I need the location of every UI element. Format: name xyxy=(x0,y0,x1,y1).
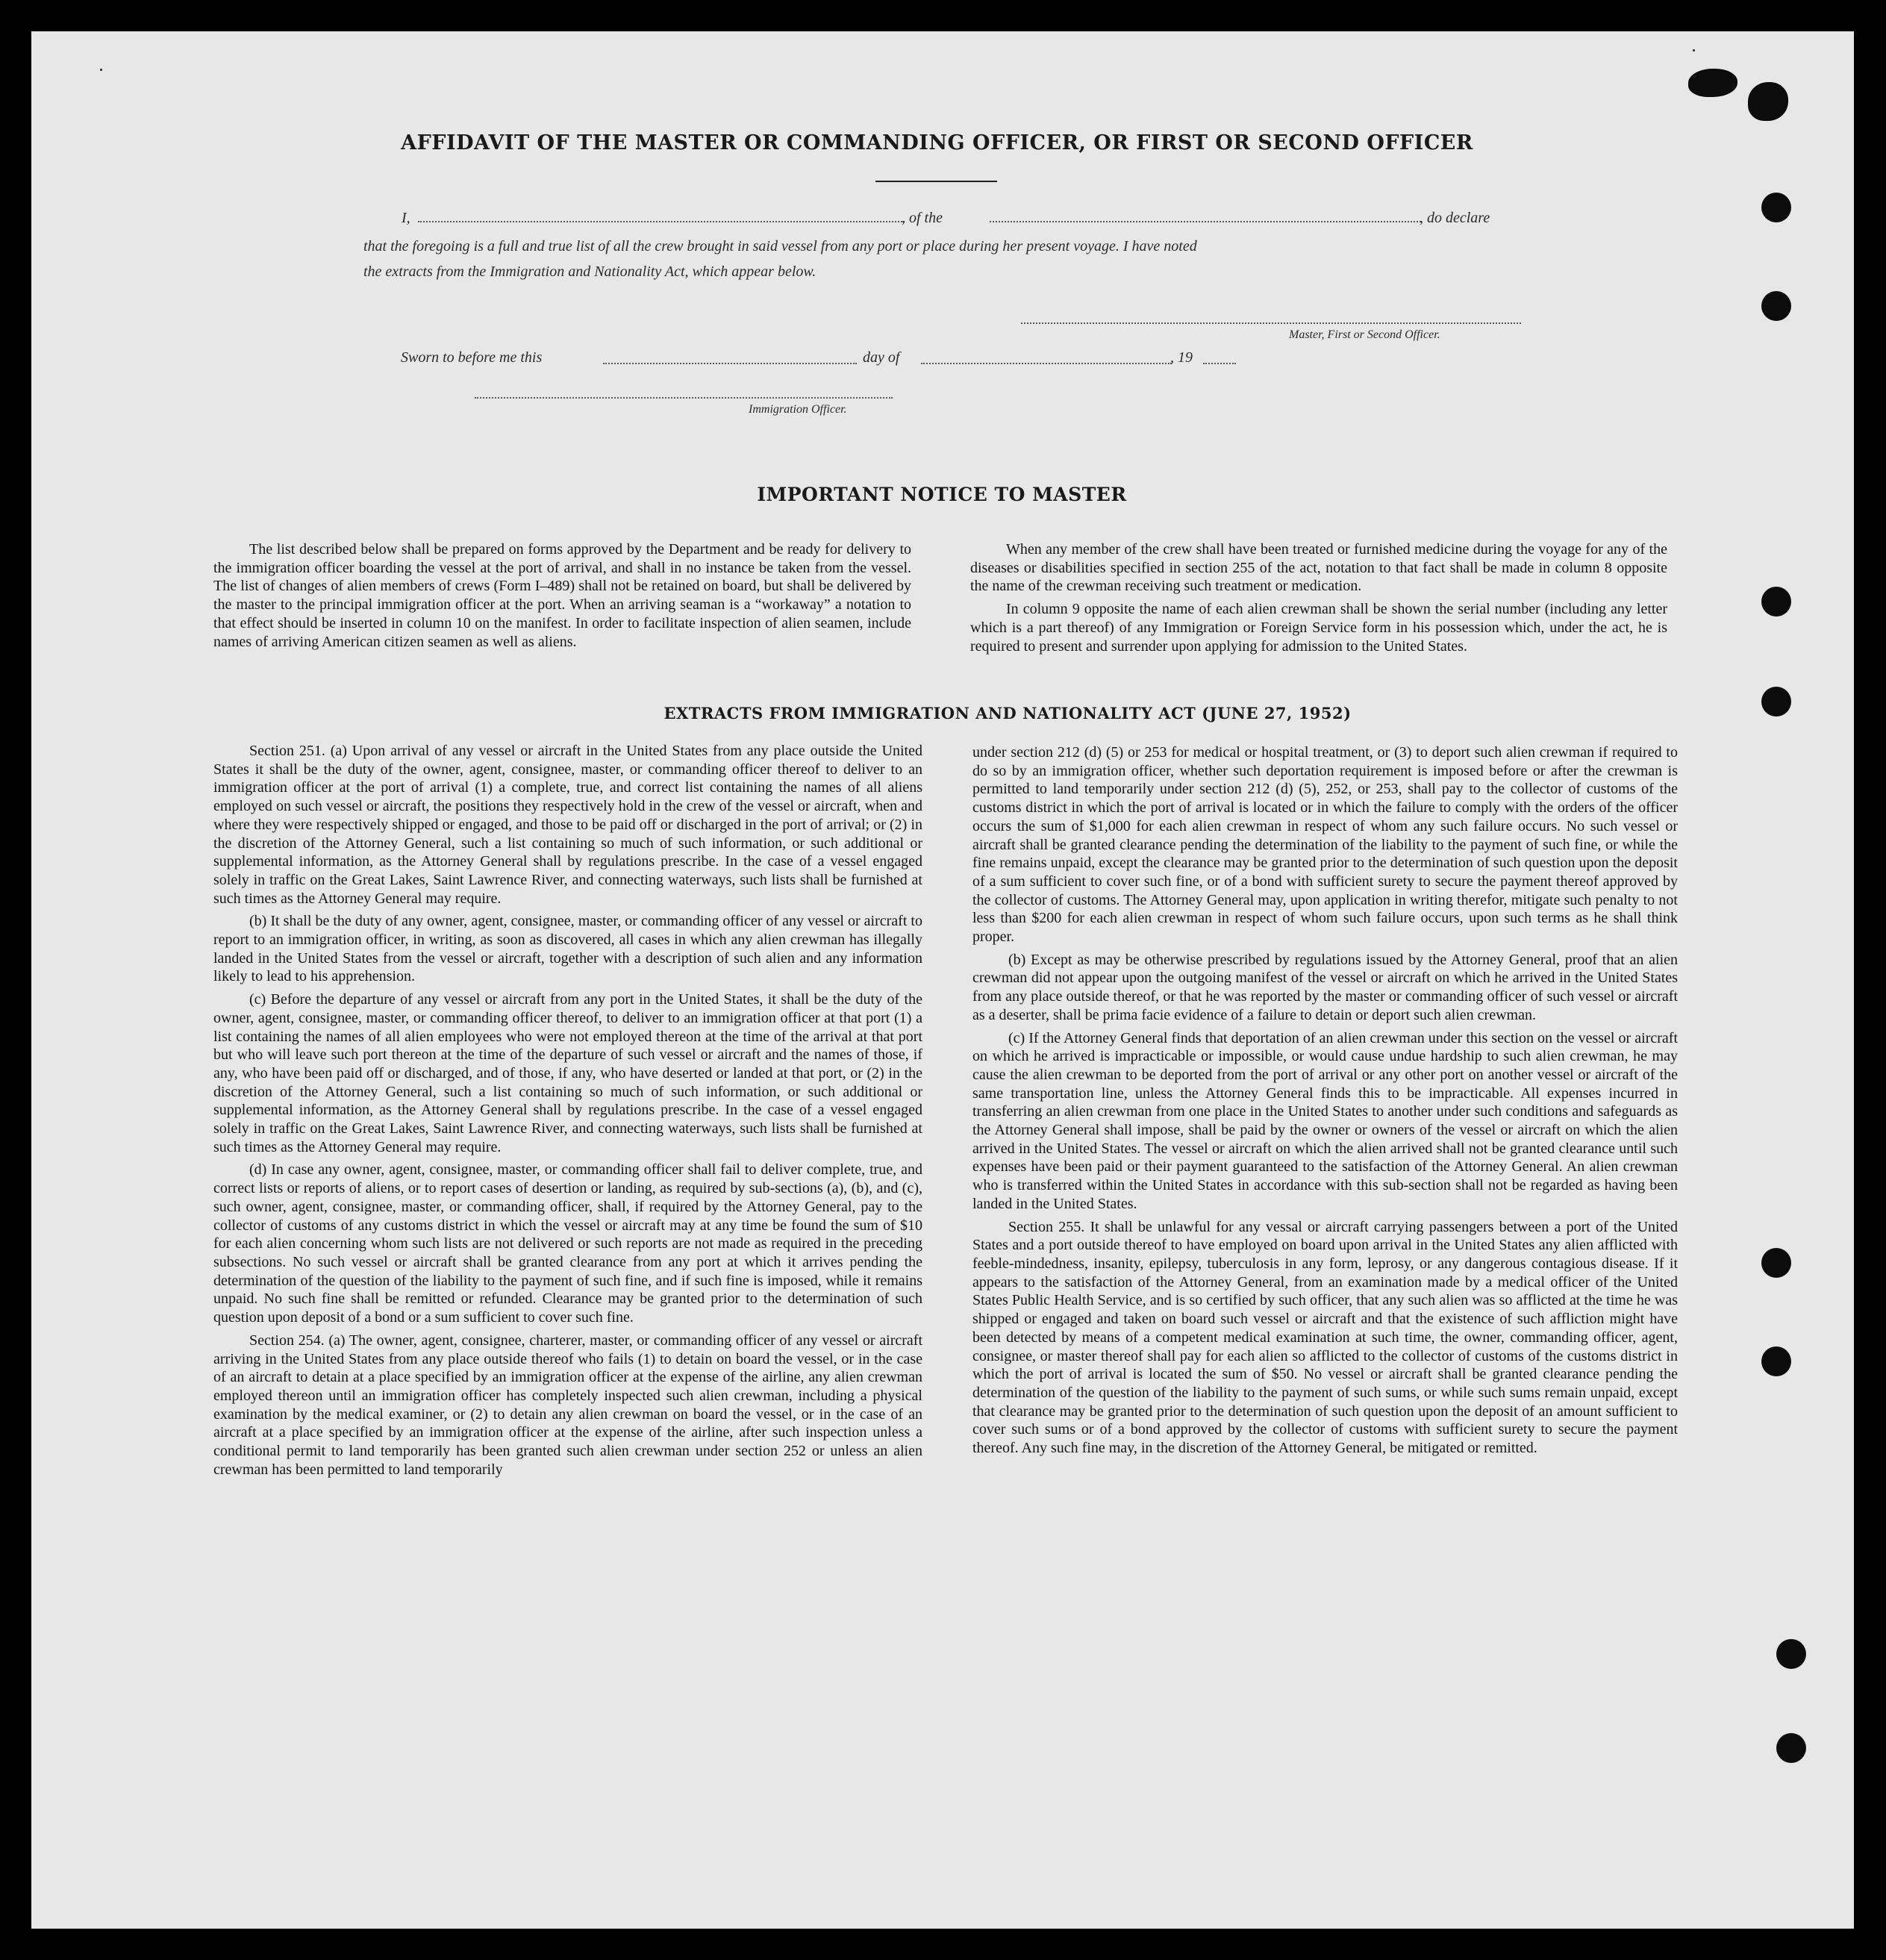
extracts-left-column xyxy=(213,742,922,1483)
declaration-declare: , do declare xyxy=(1420,210,1490,226)
ink-blot xyxy=(1748,82,1788,121)
name-blank[interactable] xyxy=(418,221,905,222)
speck xyxy=(1693,49,1695,52)
section-251-b: (b) It shall be the duty of any owner, agent, consignee, master, or commanding officer of any vessel or aircraft to report to an immigration officer, in writing, as soon as discovered, all cases in which any alien crewman has illegally landed in the United States from the vessel or aircraft, together with a description of such alien and any information likely to lead to his apprehension. xyxy=(213,913,922,985)
master-signature-label: Master, First or Second Officer. xyxy=(1289,328,1440,341)
binder-hole xyxy=(1761,587,1791,617)
binder-hole xyxy=(1761,1346,1791,1376)
section-254-c: (c) If the Attorney General finds that deportation of an alien crewman under this section on the vessel or aircraft on which he arrived is impracticable or impossible, or would cause undue hardship to such alien crewman, he may cause the alien crewman to be deported from the port of arrival or any other port on another vessel or aircraft of the same transportation line, unless the Attorney General finds this to be impracticable. All expenses incurred in transferring an alien crewman from one place in the United States to another under such conditions and safeguards as the Attorney General shall impose, shall be paid by the owner or owners of the vessel or aircraft on which the alien arrived in the United States. The vessel or aircraft on which the alien arrived shall not be granted clearance until such expenses have been paid or their payment guaranteed to the satisfaction of the Attorney General. An alien crewman who is transferred within the United States in accordance with this sub-section shall not be regarded as having been landed in the United States. xyxy=(972,1029,1678,1212)
section-251-d: (d) In case any owner, agent, consignee, master, or commanding officer shall fail to deliver complete, true, and correct lists or reports of aliens, or to report cases of desertion or landing, as required by sub-sections (a), (b), and (c), such owner, agent, consignee, master, or commanding officer, shall, if required by the Attorney General, pay to the collector of customs of any customs district in which the vessel or aircraft may at any time be found the sum of $10 for each alien concerning whom such lists are not delivered or such reports are not made as required in the preceding subsections. No such vessel or aircraft shall be granted clearance from any port at which it arrives pending the determination of the question of the liability to the payment of such fine, and if such fine is imposed, while it remains unpaid. No such fine shall be remitted or refunded. Clearance may be granted prior to the determination of such question upon deposit of a bond or a sum sufficient to cover such fine. xyxy=(213,1161,922,1326)
binder-hole xyxy=(1776,1733,1806,1763)
day-of-label: day of xyxy=(863,349,900,366)
notice-title: IMPORTANT NOTICE TO MASTER xyxy=(757,484,1127,505)
notice-left-column xyxy=(213,540,911,655)
extracts-right-column xyxy=(972,743,1678,1462)
notice-right-paragraph-1: When any member of the crew shall have been treated or furnished medicine during the voyage for any of the diseases or disabilities specified in section 255 of the act, notation to that fact shall be made in column 8 opposite the name of the crewman receiving such treatment or medication. xyxy=(970,541,1667,595)
binder-hole xyxy=(1761,193,1791,222)
notice-right-column xyxy=(970,540,1667,660)
section-254-b: (b) Except as may be otherwise prescribed by regulations issued by the Attorney General, proof that an alien crewman did not appear upon the outgoing manifest of the vessel or aircraft on which he arrived in the United States from any place outside thereof, or that he was reported by the master or commanding officer of such vessel or aircraft as a deserter, shall be prima facie evidence of a failure to detain or deport such alien crewman. xyxy=(972,951,1678,1023)
sworn-day-blank[interactable] xyxy=(603,363,857,364)
binder-hole xyxy=(1761,1248,1791,1278)
speck xyxy=(100,69,102,71)
affidavit-title: AFFIDAVIT OF THE MASTER OR COMMANDING OFFICER, OR FIRST OR SECOND OFFICER xyxy=(401,131,1473,155)
officer-signature-label: Immigration Officer. xyxy=(749,403,847,416)
section-251-c: (c) Before the departure of any vessel or aircraft from any port in the United States, it shall be the duty of the owner, agent, consignee, master, or commanding officer thereof, to deliver to an immigration officer at that port (1) a list containing the names of all alien employees who were not employed thereon at the time of the arrival at that port but who will leave such port thereon at the time of the departure of such vessel or aircraft and the names of those, if any, who have been paid off or discharged, and of those, if any, who have deserted or landed at that port, or (2) in the discretion of the Attorney General, such a list containing so much of such information, or such additional or supplemental information, as the Attorney General shall by regulations prescribe. In the case of a vessel engaged solely in traffic on the Great Lakes, Saint Lawrence River, and connecting waterways, such lists shall be furnished at such times as the Attorney General may require. xyxy=(213,991,922,1155)
section-251-a: Section 251. (a) Upon arrival of any vessel or aircraft in the United States from any place outside the United States it shall be the duty of the owner, agent, consignee, master, or commanding officer thereof to deliver to an immigration officer at the port of arrival (1) a complete, true, and correct list containing the names of all aliens employed on such vessel or aircraft, the positions they respectively hold in the crew of the vessel or aircraft, when and where they were respectively shipped or engaged, and those to be paid off or discharged in the port of arrival; or (2) in the discretion of the Attorney General, such a list containing so much of such information, or such additional or supplemental information, as the Attorney General shall by regulations prescribe. In the case of a vessel engaged solely in traffic on the Great Lakes, Saint Lawrence River, and connecting waterways, such lists shall be furnished at such times as the Attorney General may require. xyxy=(213,743,922,907)
sworn-year-blank[interactable] xyxy=(1203,363,1236,364)
section-254-a: Section 254. (a) The owner, agent, consignee, charterer, master, or commanding officer of any vessel or aircraft arriving in the United States from any place outside thereof who fails (1) to detain on board the vessel, or in the case of an aircraft to detain at a place specified by an immigration officer at the expense of the airline, any alien crewman employed thereon until an immigration officer has completely inspected such alien crewman, including a physical examination by the medical examiner, or (2) to detain any alien crewman on board the vessel, or in the case of an aircraft at a place specified by an immigration officer at the expense of the airline, after such inspection unless a conditional permit to land temporarily has been granted such alien crewman under section 252 or unless an alien crewman has been permitted to land temporarily xyxy=(213,1332,922,1478)
binder-hole xyxy=(1761,291,1791,321)
declaration-i: I, xyxy=(402,210,410,226)
year-label: , 19 xyxy=(1170,349,1193,366)
ink-blot xyxy=(1688,69,1737,97)
binder-hole xyxy=(1776,1639,1806,1669)
officer-signature-line[interactable] xyxy=(475,397,893,399)
declaration-of-the: , of the xyxy=(902,210,943,226)
vessel-blank[interactable] xyxy=(990,221,1421,222)
sworn-label: Sworn to before me this xyxy=(401,349,543,366)
master-signature-line[interactable] xyxy=(1021,322,1521,324)
declaration-line-2: that the foregoing is a full and true list of all the crew brought in said vessel from any port or place during her present voyage. I have noted xyxy=(363,238,1197,255)
title-underline xyxy=(875,181,997,182)
declaration-line-3: the extracts from the Immigration and Nationality Act, which appear below. xyxy=(363,263,816,280)
binder-hole xyxy=(1761,687,1791,717)
notice-right-paragraph-2: In column 9 opposite the name of each alien crewman shall be shown the serial number (including any letter which is a part thereof) of any Immigration or Foreign Service form in his possession which, under the act, he is required to present and surrender upon applying for admission to the United States. xyxy=(970,601,1667,655)
notice-left-paragraph: The list described below shall be prepared on forms approved by the Department and be ready for delivery to the immigration officer boarding the vessel at the port of arrival, and shall in no instance be taken from the vessel. The list of changes of alien members of crews (Form I–489) shall not be retained on board, but shall be delivered by the master to the principal immigration officer at the port. When an arriving seaman is a “workaway” a notation to that effect should be inserted in column 10 on the manifest. In order to facilitate inspection of alien seamen, include names of arriving American citizen seamen as well as aliens. xyxy=(213,541,911,650)
extracts-title: EXTRACTS FROM IMMIGRATION AND NATIONALITY ACT (JUNE 27, 1952) xyxy=(663,704,1352,722)
section-255: Section 255. It shall be unlawful for any vessal or aircraft carrying passengers between a port of the United States and a port outside thereof to have employed on board upon arrival in the United States any alien afflicted with feeble-mindedness, insanity, epilepsy, tuberculosis in any form, leprosy, or any dangerous contagious disease. If it appears to the satisfaction of the Attorney General, from an examination made by a medical officer of the United States Public Health Service, and is so certified by such officer, that any such alien was so afflicted at the time he was shipped or engaged and taken on board such vessel or aircraft and that the existence of such affliction might have been detected by means of a competent medical examination at such time, the owner, commanding officer, agent, consignee, or master thereof shall pay for each alien so afflicted to the collector of customs of the customs district in which the port of arrival is located the sum of $50. No vessel or aircraft shall be granted clearance pending the determination of the question of the liability to the payment of such sums, or while such sums remain unpaid, except that clearance may be granted prior to the determination of such question upon the deposit of an amount sufficient to cover such sums or of a bond approved by the collector of customs with sufficient surety to secure the payment thereof. Any such fine may, in the discretion of the Attorney General, be mitigated or remitted. xyxy=(972,1218,1678,1457)
sworn-month-blank[interactable] xyxy=(921,363,1172,364)
section-254-a-continued: under section 212 (d) (5) or 253 for medical or hospital treatment, or (3) to deport such alien crewman if required to do so by an immigration officer, whether such deportation requirement is imposed before or after the crewman is permitted to land temporarily under section 212 (d) (5), 252, or 253, shall pay to the collector of customs of the customs district in which the port of arrival is located or in which the failure to comply with the orders of the officer occurs the sum of $1,000 for each alien crewman in respect of whom any such failure occurs. No such vessel or aircraft shall be granted clearance pending the determination of the liability to the payment of such fine, or while the fine remains unpaid, except the clearance may be granted prior to the determination of such question upon the deposit of a sum sufficient to cover such fine, or of a bond with sufficient surety to secure the payment thereof approved by the collector of customs. The Attorney General may, upon application in writing therefor, mitigate such penalty to not less than $200 for each alien crewman in respect of whom such failure occurs, upon such terms as he shall think proper. xyxy=(972,744,1678,946)
